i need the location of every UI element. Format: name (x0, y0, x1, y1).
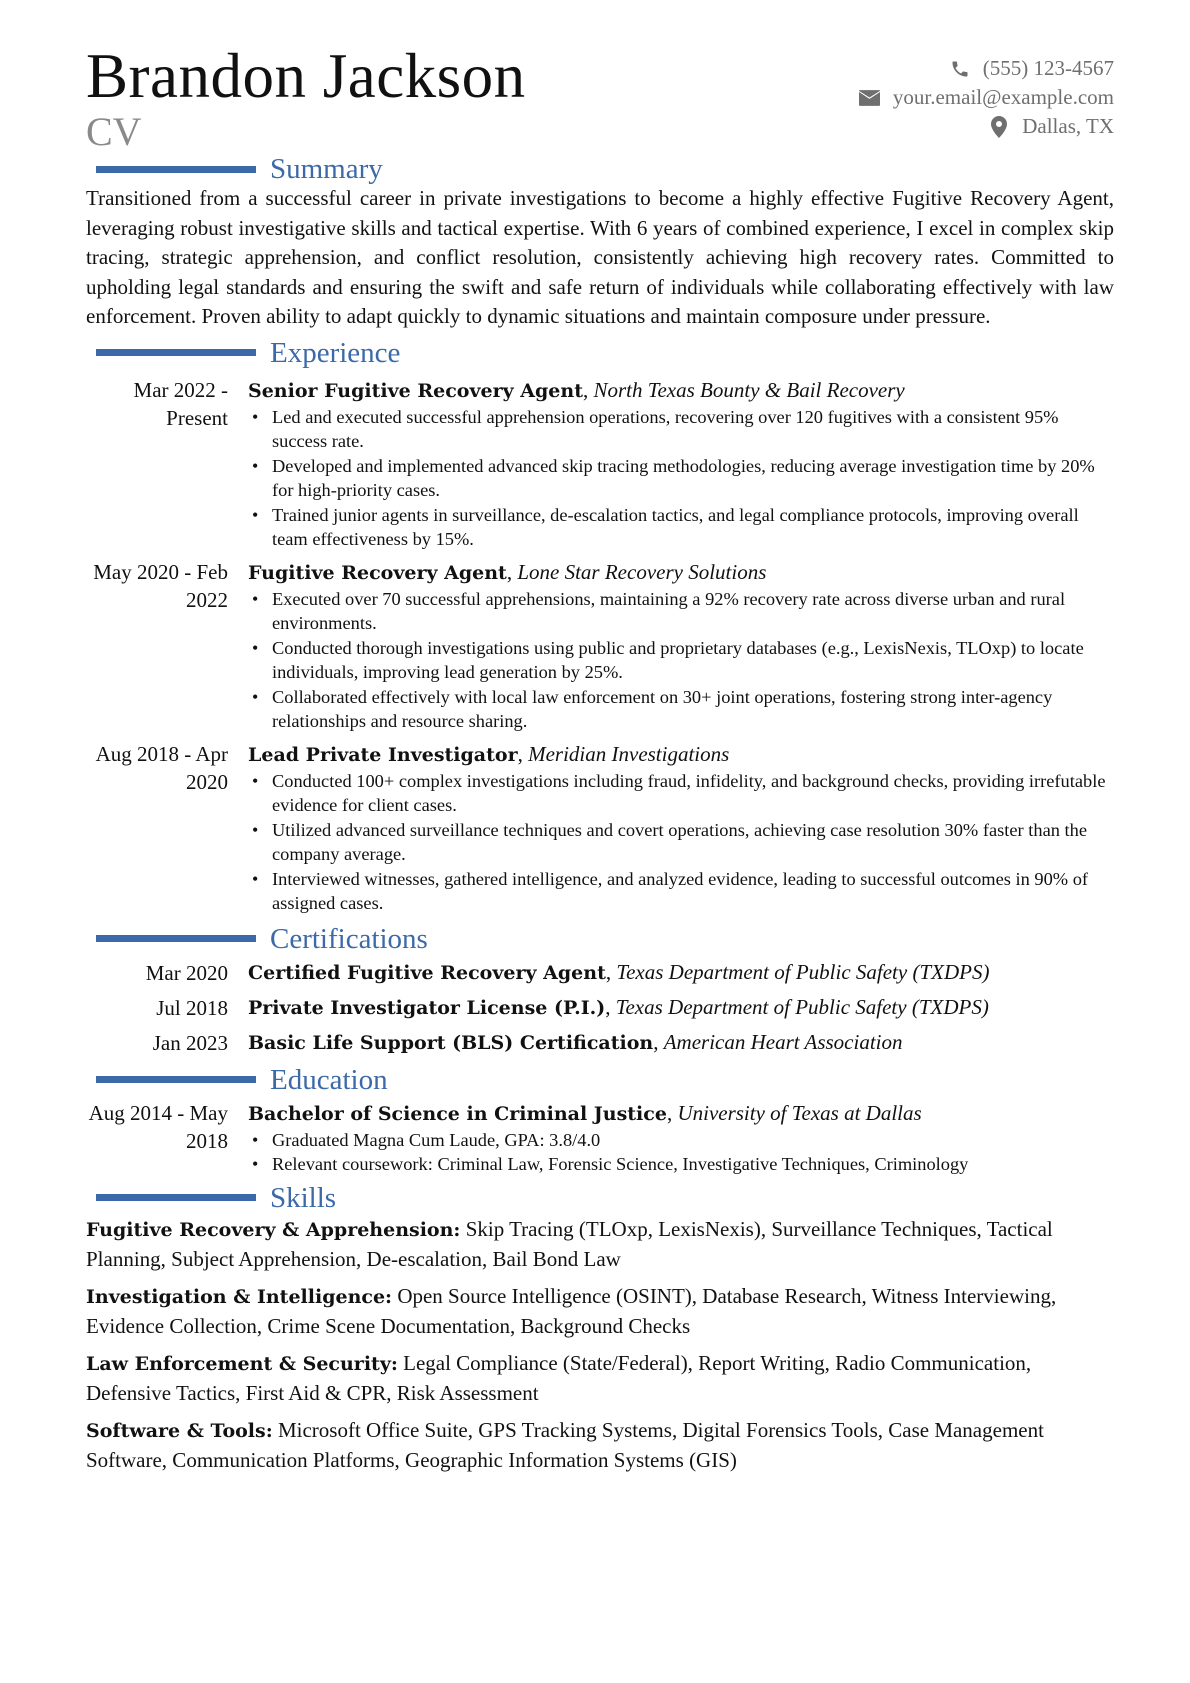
bullet-item: • Relevant coursework: Criminal Law, Forensic Science, Investigative Techniques, Criminology (248, 1152, 1114, 1177)
skill-group-text: Microsoft Office Suite, GPS Tracking Systems, Digital Forensics Tools, Case Management Software, Communication Platforms, Geographic Information Systems (GIS) (86, 1417, 1044, 1472)
section-bar (96, 1076, 256, 1083)
bullet-list (248, 1128, 1114, 1177)
bullet-item: • Collaborated effectively with local law enforcement on 30+ joint operations, fostering strong inter-agency relationships and resource sharing. (248, 685, 1114, 734)
certification-entry (86, 991, 1114, 1026)
entry-title-line: Fugitive Recovery Agent, Lone Star Recovery Solutions (248, 559, 767, 584)
contact-location (859, 112, 1114, 141)
entry-date: Mar 2022 - Present (133, 377, 228, 430)
bullet-item: • Executed over 70 successful apprehensions, maintaining a 92% recovery rate across diverse urban and rural environments. (248, 587, 1114, 636)
entry-body (248, 376, 1114, 552)
experience-entry (86, 558, 1114, 734)
certification-entry (86, 956, 1114, 991)
skills-list (86, 1215, 1114, 1475)
resume-header (86, 40, 1114, 160)
education-list (86, 1099, 1114, 1177)
skill-group (86, 1349, 1114, 1408)
employer-name: North Texas Bounty & Bail Recovery (593, 377, 905, 402)
location-text: Dallas, TX (1022, 114, 1114, 138)
entry-date: May 2020 - Feb 2022 (93, 559, 228, 612)
employer-name: Meridian Investigations (528, 741, 730, 766)
entry-title-line: Certified Fugitive Recovery Agent, Texas Department of Public Safety (TXDPS) (248, 960, 990, 985)
skill-group-label: Investigation & Intelligence: (86, 1285, 393, 1308)
experience-entry (86, 376, 1114, 552)
skill-group (86, 1215, 1114, 1274)
resume-page (86, 40, 1114, 1483)
candidate-name: Brandon Jackson (86, 41, 526, 111)
entry-title-line: Senior Fugitive Recovery Agent, North Texas Bounty & Bail Recovery (248, 377, 905, 402)
skill-group-text: Skip Tracing (TLOxp, LexisNexis), Surveillance Techniques, Tactical Planning, Subject Apprehension, De-escalation, Bail Bond Law (86, 1216, 1053, 1271)
certification-list (86, 956, 1114, 1061)
section-bar (96, 1194, 256, 1201)
skill-group-label: Law Enforcement & Security: (86, 1352, 398, 1375)
certification-issuer: Texas Department of Public Safety (TXDPS) (616, 960, 990, 985)
job-title: Lead Private Investigator (248, 743, 518, 766)
email-text: your.email@example.com (892, 85, 1114, 109)
entry-title-line: Lead Private Investigator, Meridian Investigations (248, 741, 730, 766)
job-title: Senior Fugitive Recovery Agent (248, 379, 583, 402)
section-heading-education (96, 1063, 1114, 1097)
contact-block (859, 54, 1114, 141)
entry-title-line: Basic Life Support (BLS) Certification, American Heart Association (248, 1030, 903, 1055)
summary-text: Transitioned from a successful career in private investigations to become a highly effective Fugitive Recovery Agent, leveraging robust investigative skills and tactical expertise. With 6 years of combined experience, I excel in complex skip tracing, strategic apprehension, and conflict resolution, consistently achieving high recovery rates. Committed to upholding legal standards and ensuring the swift and safe return of individuals while collaborating effectively with law enforcement. Proven ability to adapt quickly to dynamic situations and maintain composure under pressure. (86, 186, 1114, 329)
bullet-item: • Conducted thorough investigations using public and proprietary databases (e.g., LexisNexis, TLOxp) to locate individuals, improving lead generation by 25%. (248, 636, 1114, 685)
education-entry (86, 1099, 1114, 1177)
experience-entry (86, 740, 1114, 916)
entry-date: Aug 2018 - Apr 2020 (95, 741, 228, 794)
school-name: University of Texas at Dallas (677, 1100, 922, 1125)
bullet-list (248, 405, 1114, 552)
contact-email[interactable] (859, 83, 1114, 112)
certification-name: Certified Fugitive Recovery Agent (248, 962, 606, 985)
section-title: Education (270, 1063, 388, 1096)
section-bar (96, 166, 256, 173)
certification-issuer: American Heart Association (663, 1030, 903, 1055)
skill-group-text: Legal Compliance (State/Federal), Report Writing, Radio Communication, Defensive Tactics, First Aid & CPR, Risk Assessment (86, 1350, 1032, 1405)
skill-group (86, 1416, 1114, 1475)
entry-title-line: Bachelor of Science in Criminal Justice, University of Texas at Dallas (248, 1100, 922, 1125)
skill-group (86, 1282, 1114, 1341)
section-heading-skills (96, 1181, 1114, 1215)
map-pin-icon (988, 116, 1010, 138)
certification-issuer: Texas Department of Public Safety (TXDPS) (615, 995, 989, 1020)
bullet-item: • Trained junior agents in surveillance, de-escalation tactics, and legal compliance protocols, improving overall team effectiveness by 15%. (248, 503, 1114, 552)
bullet-list (248, 587, 1114, 734)
envelope-icon (859, 87, 881, 109)
certification-entry (86, 1026, 1114, 1061)
skill-group-text: Open Source Intelligence (OSINT), Database Research, Witness Interviewing, Evidence Collection, Crime Scene Documentation, Background Checks (86, 1283, 1057, 1338)
section-heading-certifications (96, 922, 1114, 956)
bullet-item: • Conducted 100+ complex investigations including fraud, infidelity, and background checks, providing irrefutable evidence for client cases. (248, 769, 1114, 818)
phone-icon (949, 58, 971, 80)
phone-text: (555) 123-4567 (982, 56, 1114, 80)
section-bar (96, 935, 256, 942)
section-title: Experience (270, 336, 401, 369)
entry-date: Jan 2023 (152, 1030, 228, 1055)
entry-date: Jul 2018 (156, 995, 228, 1020)
degree-name: Bachelor of Science in Criminal Justice (248, 1102, 667, 1125)
employer-name: Lone Star Recovery Solutions (517, 559, 767, 584)
entry-date: Aug 2014 - May 2018 (88, 1100, 228, 1153)
bullet-item: • Led and executed successful apprehension operations, recovering over 120 fugitives with a consistent 95% success rate. (248, 405, 1114, 454)
skill-group-label: Software & Tools: (86, 1419, 273, 1442)
job-title: Fugitive Recovery Agent (248, 561, 507, 584)
section-title: Summary (270, 153, 383, 185)
certification-name: Basic Life Support (BLS) Certification (248, 1032, 654, 1055)
bullet-item: • Utilized advanced surveillance techniques and covert operations, achieving case resolution 30% faster than the company average. (248, 818, 1114, 867)
bullet-item: • Graduated Magna Cum Laude, GPA: 3.8/4.0 (248, 1128, 1114, 1153)
certification-name: Private Investigator License (P.I.) (248, 997, 606, 1020)
entry-body (248, 740, 1114, 916)
document-subtitle: CV (86, 109, 142, 154)
entry-body (248, 558, 1114, 734)
entry-title-line: Private Investigator License (P.I.), Texas Department of Public Safety (TXDPS) (248, 995, 989, 1020)
bullet-item: • Interviewed witnesses, gathered intelligence, and analyzed evidence, leading to successful outcomes in 90% of assigned cases. (248, 867, 1114, 916)
bullet-item: • Developed and implemented advanced skip tracing methodologies, reducing average investigation time by 20% for high-priority cases. (248, 454, 1114, 503)
bullet-list (248, 769, 1114, 916)
section-heading-experience (96, 336, 1114, 370)
contact-phone[interactable] (859, 54, 1114, 83)
experience-list (86, 376, 1114, 916)
entry-date: Mar 2020 (145, 960, 228, 985)
section-title: Certifications (270, 922, 428, 955)
entry-body (248, 1099, 1114, 1177)
skill-group-label: Fugitive Recovery & Apprehension: (86, 1218, 461, 1241)
section-title: Skills (270, 1181, 337, 1214)
section-bar (96, 349, 256, 356)
